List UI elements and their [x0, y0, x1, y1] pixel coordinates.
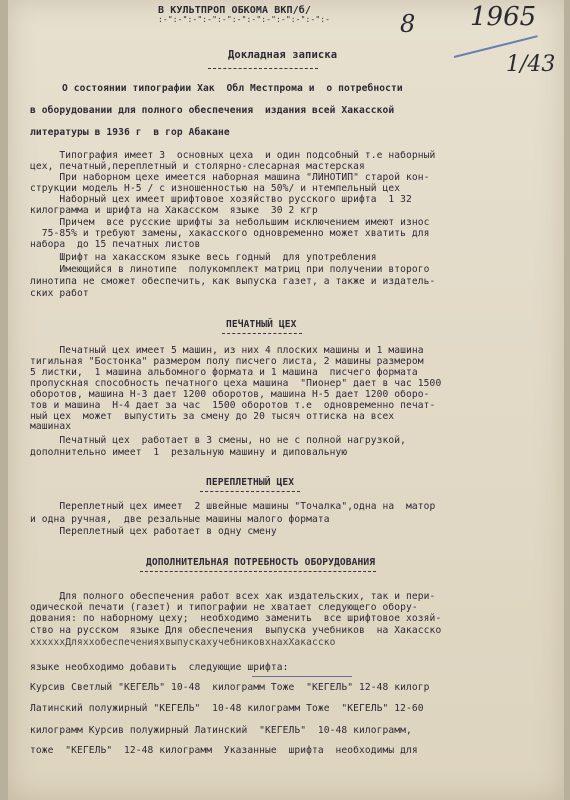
- section-heading-pechatny: ПЕЧАТНЫЙ ЦЕХ: [226, 319, 297, 330]
- pereplet-line-1: Переплетный цех имеет 2 швейные машины "Точалка",одна на матор: [30, 501, 436, 512]
- intro-line-9: набора до 15 печатных листов: [30, 239, 201, 250]
- need-line-5: языке необходимо добавить следующие шрифта:: [30, 662, 289, 673]
- stamp-heading: В КУЛЬТПРОП ОБКОМА ВКП/б/: [158, 5, 312, 16]
- need-underline: [140, 571, 376, 572]
- need-line-1: Для полного обеспечения работ всех хак издательских, так и пери-: [30, 591, 436, 602]
- intro-line-1: Типография имеет 3 основных цеха и один подсобный т.е наборный: [30, 150, 436, 161]
- subject-line-1: О состоянии типографии Хак Обл Местпрома и о потребности: [62, 83, 403, 94]
- section-heading-need: ДОПОЛНИТЕЛЬНАЯ ПОТРЕБНОСТЬ ОБОРУДОВАНИЯ: [146, 557, 376, 568]
- intro-line-12: линотипа не сможет обеспечить, как выпуска газет, а также и издатель-: [30, 276, 436, 287]
- pechatny-line-6: тов и машина Н-4 дает за час 1500 оборотов т.е одновременно печат-: [30, 400, 436, 411]
- section-heading-pereplet: ПЕРЕПЛЕТНЫЙ ЦЕХ: [206, 477, 295, 488]
- intro-line-6: килограмма и шрифта на Хакасском языке 30 2 кгр: [30, 205, 318, 216]
- pechatny-line-4: пропускная способность печатного цеха машина "Пионер" дает в час 1500: [30, 378, 442, 389]
- intro-line-2: цех, печатный,переплетный и столярно-слесарная мастерская: [30, 161, 365, 172]
- pechatny-line-1: Печатный цех имеет 5 машин, из них 4 плоских машины и 1 машина: [30, 345, 424, 356]
- intro-line-7: Причем все русские шрифты за небольшим исключением имеют износ: [30, 217, 430, 228]
- pechatny-line-9: Печатный цех работает в 3 смены, но не с полной нагрузкой,: [30, 435, 407, 446]
- subject-line-2: в оборудовании для полного обеспечения издания всей Хакасской: [30, 105, 395, 116]
- pechatny-underline: [222, 333, 302, 334]
- pechatny-line-5: оборотов, машина Н-3 дает 1200 оборотов, машина Н-5 дает 1200 оборо-: [30, 389, 430, 400]
- need-line-4: ство на русском языке Для обеспечения выпуска учебников на Хакасско: [30, 625, 442, 636]
- need-line-9: тоже "КЕГЕЛЬ" 12-48 килограмм Указанные шрифта необходимы для: [30, 745, 418, 756]
- intro-line-3: При наборном цехе имеется наборная машина "ЛИНОТИП" старой кон-: [30, 172, 430, 183]
- need-line-3: дования: по наборному цеху; необходимо заменить все шрифтовое хозяй-: [30, 613, 442, 624]
- pereplet-line-2: и одна ручная, две резальные машины малого формата: [30, 514, 330, 525]
- intro-line-13: ских работ: [30, 288, 89, 299]
- handwritten-fraction: 1/43: [506, 52, 556, 77]
- intro-line-10: Шрифт на хакасском языке весь годный для употребления: [30, 252, 377, 263]
- pechatny-line-7: ный цех может выпустить за смену до 20 тысяч оттиска на всех: [30, 411, 395, 422]
- intro-line-11: Имеющийся в линотипе полукомплект матриц при получении второго: [30, 264, 430, 275]
- need-line-2: одической печати (газет) и типографии не хватает следующего обору-: [30, 602, 418, 613]
- pen-underline: [252, 676, 352, 677]
- pereplet-line-3: Переплетный цех работает в одну смену: [30, 526, 277, 537]
- pereplet-underline: [200, 491, 300, 492]
- pechatny-line-8: машинах: [30, 421, 72, 432]
- intro-line-4: струкции модель Н-5 / с изношенностью на 50%/ и нтемпельный цех: [30, 183, 401, 194]
- need-line-8: килограмм Курсив полужирный Латинский "КЕГЕЛЬ" 10-48 килограмм,: [30, 725, 412, 736]
- pechatny-line-3: 5 листки, 1 машина альбомного формата и 1 машина писчего формата: [30, 367, 418, 378]
- title-underline: [208, 68, 318, 69]
- intro-line-8: 75-85% и требуют замены, хакасского одновременно может хватить для: [30, 228, 430, 239]
- intro-line-5: Наборный цех имеет шрифтовое хозяйство русского шрифта 1 32: [30, 194, 412, 205]
- document-title: Докладная записка: [228, 49, 338, 61]
- handwritten-mark: 8: [400, 10, 416, 38]
- need-line-struck: ххххххДляххобеспеченияхвыпускахучебниковхнахХакасско: [30, 637, 336, 648]
- pechatny-line-10: дополнительно имеет 1 резальную машину и диповальную: [30, 447, 348, 458]
- need-line-7: Латинский полужирный "КЕГЕЛЬ" 10-48 килограмм Тоже "КЕГЕЛЬ" 12-60: [30, 703, 424, 714]
- handwritten-number: 1965: [470, 2, 537, 32]
- stamp-underline-dots: :-":-":-":-":-":-":-":-":-":-":-":-: [158, 15, 331, 24]
- subject-line-3: литературы в 1936 г в гор Абакане: [30, 127, 230, 138]
- pechatny-line-2: тигильная "Бостонка" размером полу писчего листа, 2 машины размером: [30, 356, 424, 367]
- need-line-6: Курсив Светлый "КЕГЕЛЬ" 10-48 килограмм Тоже "КЕГЕЛЬ" 12-48 килогр: [30, 682, 430, 693]
- document-page: [8, 0, 564, 800]
